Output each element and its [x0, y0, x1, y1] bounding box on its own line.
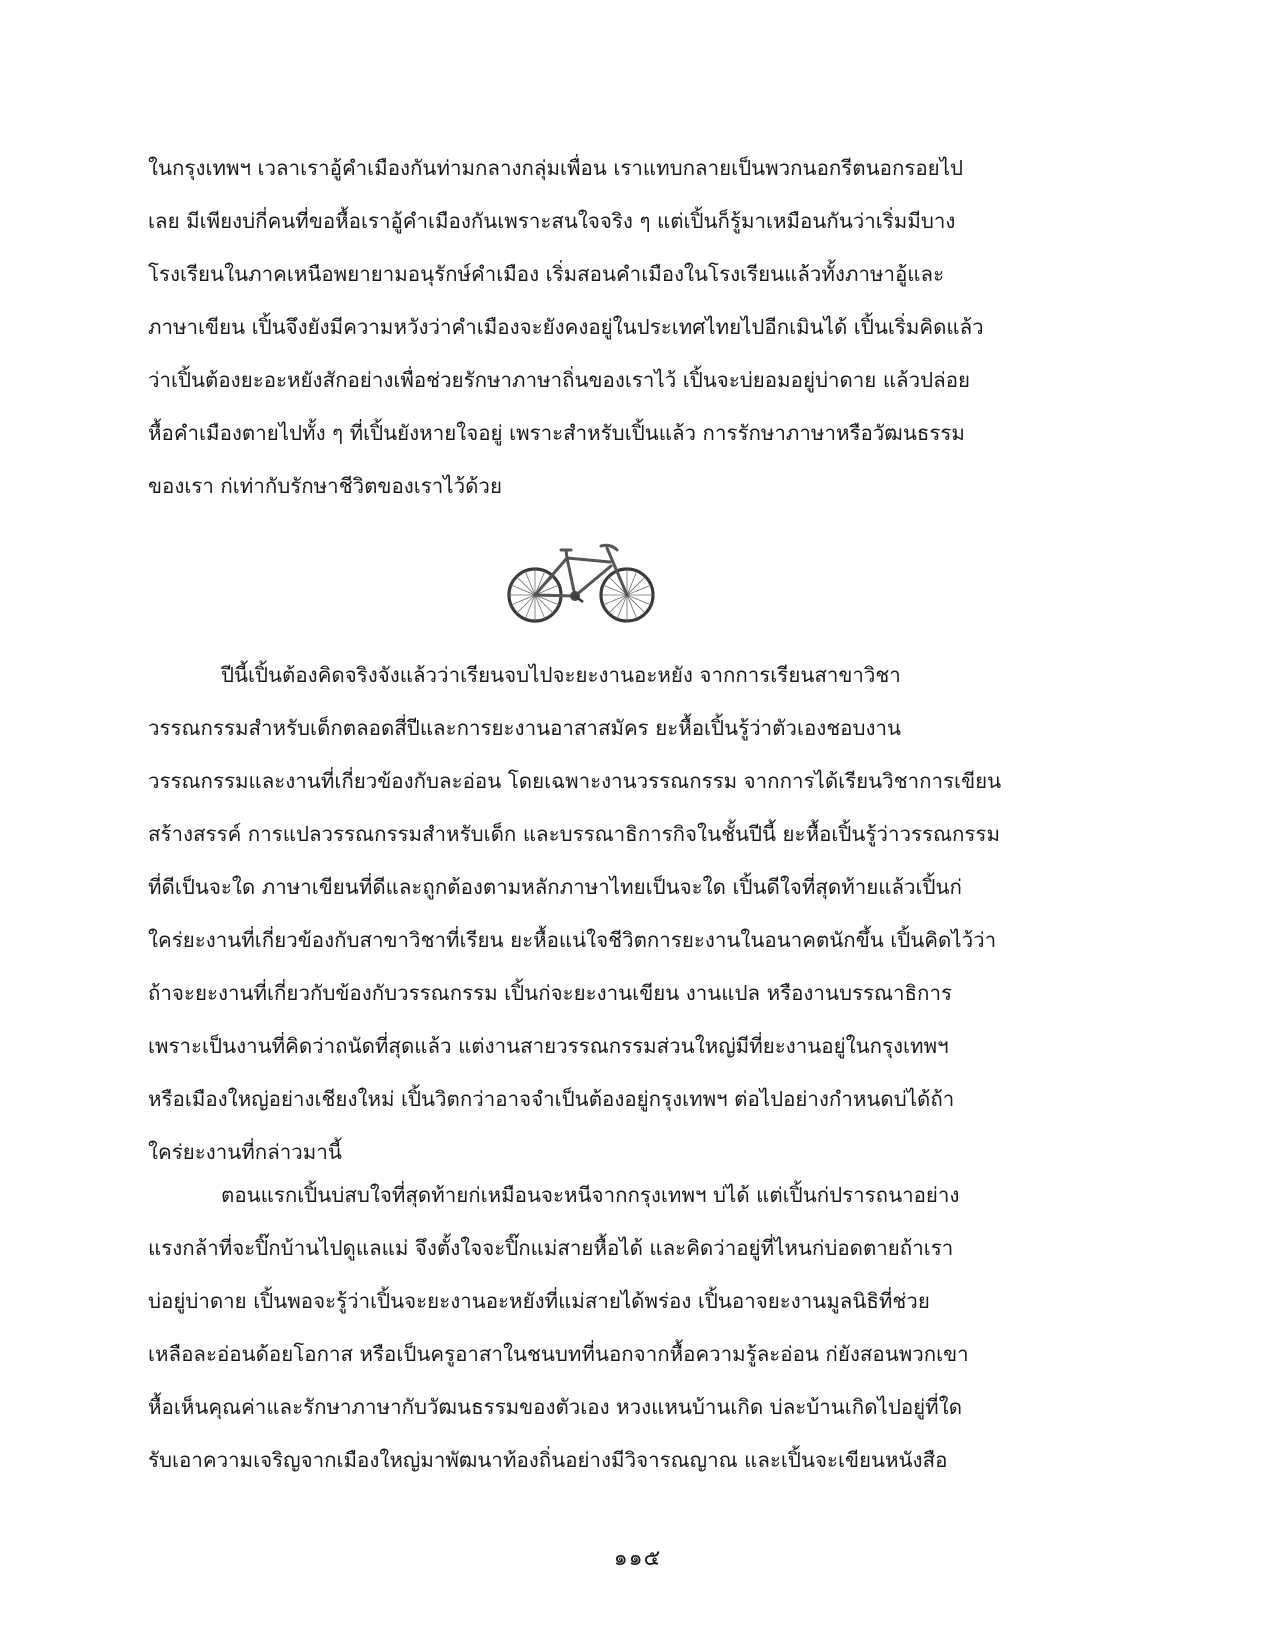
text-line: วรรณกรรมสำหรับเด็กตลอดสี่ปีและการยะงานอาสาสมัคร ยะหื้อเปิ้นรู้ว่าตัวเองชอบงาน	[148, 716, 902, 740]
text-line: รับเอาความเจริญจากเมืองใหญ่มาพัฒนาท้องถิ่นอย่างมีวิจารณญาณ และเปิ้นจะเขียนหนังสือ	[148, 1448, 948, 1472]
text-line: เหลือละอ่อนด้อยโอกาส หรือเป็นครูอาสาในชนบทที่นอกจากหื้อความรู้ละอ่อน ก่ยังสอนพวกเขา	[148, 1342, 969, 1366]
text-line: ปีนี้เปิ้นต้องคิดจริงจังแล้วว่าเรียนจบไปจะยะงานอะหยัง จากการเรียนสาขาวิชา	[221, 663, 901, 687]
text-line: สร้างสรรค์ การแปลวรรณกรรมสำหรับเด็ก และบรรณาธิการกิจในชั้นปีนี้ ยะหื้อเปิ้นรู้ว่าวรรณกรรม	[148, 822, 1000, 846]
bicycle-icon	[505, 540, 657, 626]
paragraph-3	[148, 1169, 1128, 1487]
text-line: วรรณกรรมและงานที่เกี่ยวข้องกับละอ่อน โดยเฉพาะงานวรรณกรรม จากการได้เรียนวิชาการเขียน	[148, 769, 1002, 793]
text-line: หรือเมืองใหญ่อย่างเชียงใหม่ เปิ้นวิตกว่าอาจจำเป็นต้องอยู่กรุงเทพฯ ต่อไปอย่างกำหนดบ่ได้ถ้า	[148, 1087, 955, 1111]
text-line: แรงกล้าที่จะปิ๊กบ้านไปดูแลแม่ จึงตั้งใจจะปิ๊กแม่สายหื้อได้ และคิดว่าอยู่ที่ไหนก่บ่อดตายถ้าเรา	[148, 1236, 954, 1260]
text-line: ถ้าจะยะงานที่เกี่ยวกับข้องกับวรรณกรรม เปิ้นก่จะยะงานเขียน งานแปล หรืองานบรรณาธิการ	[148, 981, 952, 1005]
text-line: ที่ดีเป็นจะใด ภาษาเขียนที่ดีและถูกต้องตามหลักภาษาไทยเป็นจะใด เปิ้นดีใจที่สุดท้ายแล้วเปิ้นก่	[148, 875, 962, 899]
text-line: ว่าเปิ้นต้องยะอะหยังสักอย่างเพื่อช่วยรักษาภาษาถิ่นของเราไว้ เปิ้นจะบ่ยอมอยู่บ่าดาย แล้วปล่อย	[148, 368, 971, 392]
text-line: เพราะเป็นงานที่คิดว่าถนัดที่สุดแล้ว แต่งานสายวรรณกรรมส่วนใหญ่มีที่ยะงานอยู่ในกรุงเทพฯ	[148, 1034, 949, 1058]
text-line: หื้อคำเมืองตายไปทั้ง ๆ ที่เปิ้นยังหายใจอยู่ เพราะสำหรับเปิ้นแล้ว การรักษาภาษาหรือวัฒนธรรม	[148, 421, 965, 445]
page-number: ๑๑๕	[613, 1546, 662, 1571]
text-line: เลย มีเพียงบ่กี่คนที่ขอหื้อเราอู้คำเมืองกันเพราะสนใจจริง ๆ แต่เปิ้นก็รู้มาเหมือนกันว่าเริ่มมีบาง	[148, 209, 956, 233]
text-line: บ่อยู่บ่าดาย เปิ้นพอจะรู้ว่าเปิ้นจะยะงานอะหยังที่แม่สายได้พร่อง เปิ้นอาจยะงานมูลนิธิที่ช่วย	[148, 1289, 930, 1313]
paragraph-1	[148, 142, 1128, 513]
text-line: ใคร่ยะงานที่เกี่ยวข้องกับสาขาวิชาที่เรียน ยะหื้อแน่ใจชีวิตการยะงานในอนาคตนักขึ้น เปิ้นคิดไว้ว่า	[148, 928, 997, 952]
text-line: หื้อเห็นคุณค่าและรักษาภาษากับวัฒนธรรมของตัวเอง หวงแหนบ้านเกิด บ่ละบ้านเกิดไปอยู่ที่ใด	[148, 1395, 963, 1419]
text-line: ในกรุงเทพฯ เวลาเราอู้คำเมืองกันท่ามกลางกลุ่มเพื่อน เราแทบกลายเป็นพวกนอกรีตนอกรอยไป	[148, 156, 964, 180]
text-line: ตอนแรกเปิ้นบ่สบใจที่สุดท้ายก่เหมือนจะหนีจากกรุงเทพฯ บ่ได้ แต่เปิ้นก่ปรารถนาอย่าง	[221, 1183, 960, 1207]
text-line: ภาษาเขียน เปิ้นจึงยังมีความหวังว่าคำเมืองจะยังคงอยู่ในประเทศไทยไปอีกเมินได้ เปิ้นเริ่มคิดแล้ว	[148, 315, 984, 339]
text-line: ของเรา ก่เท่ากับรักษาชีวิตของเราไว้ด้วย	[148, 474, 502, 498]
text-line: โรงเรียนในภาคเหนือพยายามอนุรักษ์คำเมือง เริ่มสอนคำเมืองในโรงเรียนแล้วทั้งภาษาอู้และ	[148, 262, 945, 286]
paragraph-2	[148, 649, 1128, 1179]
text-line: ใคร่ยะงานที่กล่าวมานี้	[148, 1140, 342, 1164]
